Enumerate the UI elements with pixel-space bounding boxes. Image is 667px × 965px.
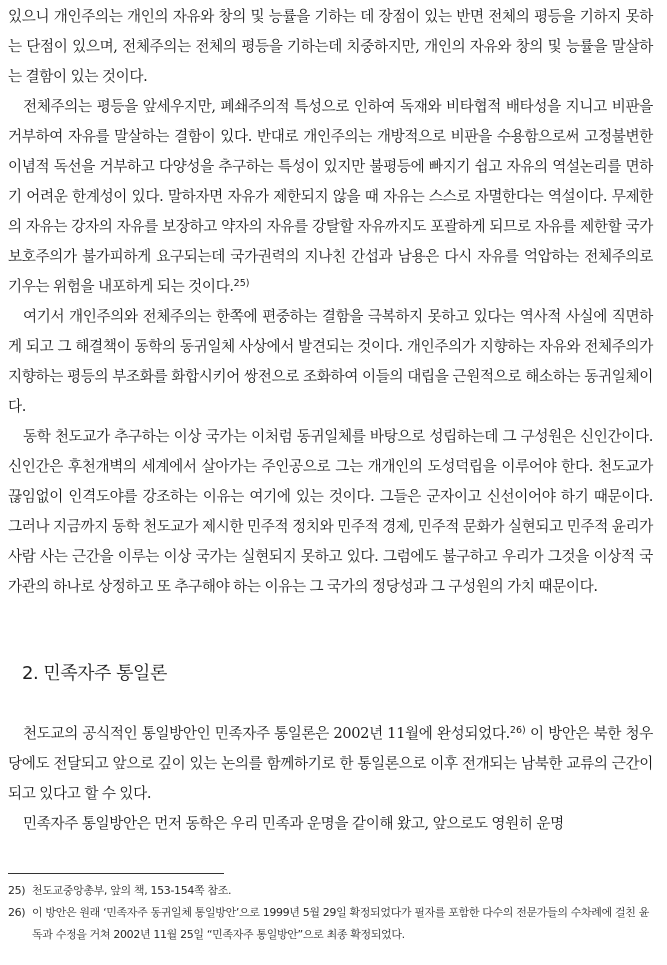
body-text-section-2 — [8, 719, 653, 839]
section-heading: 2. 민족자주 통일론 — [22, 663, 167, 684]
footnote-number: 25) — [8, 884, 26, 897]
footnote-25 — [8, 880, 658, 902]
paragraph-3: 여기서 개인주의와 전체주의는 한쪽에 편중하는 결함을 극복하지 못하고 있다는 역사적 사실에 직면하게 되고 그 해결책이 동학의 동귀일체 사상에서 발견되는 것이다. 개인주의가 지향하는 자유와 전체주의가 지향하는 평등의 부조화를 화합시키어 쌍전으로 조화하여 이들의 대립을 근원적으로 해소하는 동귀일체이다. — [8, 308, 653, 415]
paragraph-4: 동학 천도교가 추구하는 이상 국가는 이처럼 동귀일체를 바탕으로 성립하는데 그 구성원은 신인간이다. 신인간은 후천개벽의 세계에서 살아가는 주인공으로 그는 개개인의 도성덕립을 이루어야 한다. 천도교가 끊임없이 인격도야를 강조하는 이유는 여기에 있는 것이다. 그들은 군자이고 신선이어야 하기 때문이다. 그러나 지금까지 동학 천도교가 제시한 민주적 정치와 민주적 경제, 민주적 문화가 실현되고 민주적 윤리가 사람 사는 근간을 이루는 이상 국가는 실현되지 못하고 있다. 그럼에도 불구하고 우리가 그것을 이상적 국가관의 하나로 상정하고 또 추구해야 하는 이유는 그 국가의 정당성과 그 구성원의 가치 때문이다. — [8, 428, 653, 595]
paragraph-1: 있으니 개인주의는 개인의 자유와 창의 및 능률을 기하는 데 장점이 있는 반면 전체의 평등을 기하지 못하는 단점이 있으며, 전체주의는 전체의 평등을 기하는데 치중하지만, 개인의 자유와 창의 및 능률을 말살하는 결함이 있는 것이다. — [8, 8, 653, 85]
footnote-26 — [8, 902, 658, 946]
footnote-ref-26: 26) — [509, 725, 526, 736]
paragraph-2: 전체주의는 평등을 앞세우지만, 폐쇄주의적 특성으로 인하여 독재와 비타협적 배타성을 지니고 비판을 거부하여 자유를 말살하는 결함이 있다. 반대로 개인주의는 개방적으로 비판을 수용함으로써 고정불변한 이념적 독선을 거부하고 다양성을 추구하는 특성이 있지만 불평등에 빠지기 쉽고 자유의 역설논리를 면하기 어려운 한계성이 있다. 말하자면 자유가 제한되지 않을 때 자유는 스스로 자멸한다는 역설이다. 무제한의 자유는 강자의 자유를 보장하고 약자의 자유를 강탈할 자유까지도 포괄하게 되므로 자유를 제한할 국가보호주의가 불가피하게 요구되는데 국가권력의 지나친 간섭과 남용은 다시 자유를 억압하는 전체주의로 기우는 위험을 내포하게 되는 것이다.$^{25)}$ — [8, 98, 653, 295]
footnote-ref-25: 25) — [233, 278, 250, 289]
paragraph-5: 천도교의 공식적인 통일방안인 민족자주 통일론은 2002년 11월에 완성되었다.$^{26)}$ 이 방안은 북한 청우당에도 전달되고 앞으로 깊이 있는 논의를 함께하기로 한 통일론으로 이후 전개되는 남북한 교류의 근간이 되고 있다고 할 수 있다. — [8, 725, 654, 802]
footnote-number: 26) — [8, 906, 26, 919]
footnotes — [8, 880, 658, 946]
paragraph-6: 민족자주 통일방안은 먼저 동학은 우리 민족과 운명을 같이해 왔고, 앞으로도 영원히 운명 — [23, 815, 564, 832]
footnote-divider — [8, 873, 224, 874]
footnote-text: 이 방안은 원래 ‘민족자주 동귀일체 통일방안’으로 1999년 5월 29일 확정되었다가 필자를 포함한 다수의 전문가들의 수차례에 걸친 윤독과 수정을 거쳐 2002년 11월 25일 “민족자주 통일방안”으로 최종 확정되었다. — [32, 906, 649, 941]
footnote-text: 천도교중앙총부, 앞의 책, 153-154쪽 참조. — [32, 884, 232, 897]
body-text-section-1 — [8, 2, 653, 602]
